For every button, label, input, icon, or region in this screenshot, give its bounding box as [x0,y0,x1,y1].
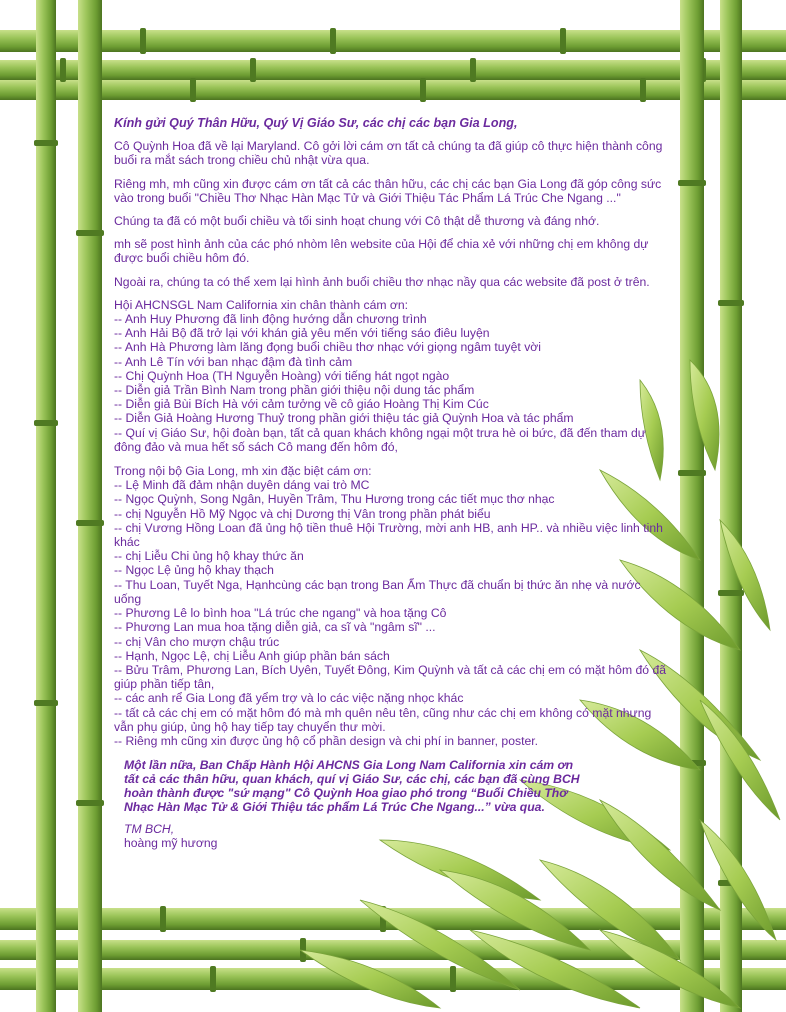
paragraph: Cô Quỳnh Hoa đã về lại Maryland. Cô gởi lời cám ơn tất cả chúng ta đã giúp cô thực hiện thành công buổi ra mắt sách trong chiều chủ nhật vừa qua. [114,139,663,168]
list-item: -- Ngọc Quỳnh, Song Ngân, Huyền Trâm, Thu Hương trong các tiết mục thơ nhạc [114,492,555,507]
list-item: -- Anh Lê Tín với ban nhạc đậm đà tình cảm [114,354,353,369]
list-item: -- Diễn Giả Hoàng Hương Thuỷ trong phần giới thiệu tác giả Quỳnh Hoa và tác phẩm [114,411,574,426]
list-item: -- Quí vị Giáo Sư, hội đoàn bạn, tất cả quan khách không ngại một trưa hè oi bức, đã đến tham dự đông đảo và mua hết số sách Cô mang đến hôm đó, [114,425,646,454]
paragraph: mh sẽ post hình ảnh của các phó nhòm lên website của Hội để chia xẻ với những chị em không dự được buổi chiều hôm đó. [114,237,649,266]
thanks-list [114,298,670,454]
letter-greeting: Kính gửi Quý Thân Hữu, Quý Vị Giáo Sư, các chị các bạn Gia Long, [114,116,518,130]
list-item: -- Ngọc Lệ ủng hộ khay thạch [114,563,274,578]
closing-paragraph: Một lần nữa, Ban Chấp Hành Hội AHCNS Gia Long Nam California xin cám ơn tất cả các thân hữu, quan khách, quí vị Giáo Sư, các chị, các bạn đã cùng BCH hoàn thành được "sứ mạng" Cô Quỳnh Hoa giao phó trong “Buổi Chiều Thơ Nhạc Hàn Mạc Tử & Giới Thiệu tác phẩm Lá Trúc Che Ngang...” vừa qua. [124,758,580,815]
thanks-intro: Hội AHCNSGL Nam California xin chân thành cám ơn: [114,297,409,312]
list-item: -- Phương Lê lo bình hoa "Lá trúc che ngang" và hoa tặng Cô [114,606,447,621]
internal-intro: Trong nội bộ Gia Long, mh xin đặc biệt cám ơn: [114,464,372,479]
list-item: -- Anh Huy Phương đã linh động hướng dẫn chương trình [114,312,427,327]
list-item: -- các anh rể Gia Long đã yểm trợ và lo các việc nặng nhọc khác [114,691,464,706]
list-item: -- Riêng mh cũng xin được ủng hộ cổ phần design và chi phí in banner, poster. [114,733,539,748]
signature-name: hoàng mỹ hương [124,836,218,851]
signature-title: TM BCH, [124,822,175,837]
list-item: -- chị Vương Hồng Loan đã ủng hộ tiền thuê Hội Trường, mời anh HB, anh HP.. và nhiều việc linh tinh khác [114,520,663,550]
list-item: -- Thu Loan, Tuyết Nga, Hạnhcùng các bạn trong Ban Ẩm Thực đã chuẩn bị thức ăn nhẹ và nước uống [114,577,641,606]
signature [124,822,670,850]
internal-thanks-list [114,464,670,748]
list-item: -- Bửu Trâm, Phương Lan, Bích Uyên, Tuyết Đông, Kim Quỳnh và tất cả các chị em có mặt hôm đó đã giúp phần tiếp tân, [114,662,667,692]
list-item: -- tất cả các chị em có mặt hôm đó mà mh quên nêu tên, cũng như các chị em không có mặt nhưng vẫn phụ giúp, ủng hộ hay tiếp tay chuyển thư mời. [114,705,652,734]
list-item: -- chị Liễu Chi ủng hộ khay thức ăn [114,549,304,564]
list-item: -- Anh Hải Bộ đã trở lại với khán giả yêu mến với tiếng sáo điêu luyện [114,326,490,341]
list-item: -- Diễn giả Bùi Bích Hà với cảm tưởng về cô giáo Hoàng Thị Kim Cúc [114,397,489,412]
list-item: -- Lệ Minh đã đảm nhận duyên dáng vai trò MC [114,478,370,493]
list-item: -- Diễn giả Trần Bình Nam trong phần giới thiệu nội dung tác phẩm [114,383,475,398]
letter-body [114,116,670,851]
list-item: -- chị Vân cho mượn chậu trúc [114,634,280,649]
list-item: -- Hạnh, Ngọc Lệ, chị Liễu Anh giúp phần bán sách [114,648,390,663]
list-item: -- Chị Quỳnh Hoa (TH Nguyễn Hoàng) với tiếng hát ngọt ngào [114,368,450,383]
horizontal-bamboo-top [0,28,786,102]
vertical-bamboo-left [34,0,104,1012]
paragraph: Ngoài ra, chúng ta có thể xem lại hình ảnh buổi chiều thơ nhạc nầy qua các website đã post ở trên. [114,274,650,289]
paragraph: Riêng mh, mh cũng xin được cám ơn tất cả các thân hữu, các chị các bạn Gia Long đã góp công sức vào trong buổi "Chiều Thơ Nhạc Hàn Mạc Tử và Giới Thiệu Tác Phẩm Lá Trúc Che Ngang ..." [114,176,662,205]
paragraph: Chúng ta đã có một buổi chiều và tối sinh hoạt chung với Cô thật dễ thương và đáng nhớ. [114,214,600,229]
list-item: -- Anh Hà Phương làm lăng đọng buổi chiều thơ nhạc với giọng ngâm tuyệt vời [114,340,541,355]
list-item: -- chị Nguyễn Hồ Mỹ Ngọc và chị Dương thị Vân trong phần phát biểu [114,506,491,521]
list-item: -- Phương Lan mua hoa tặng diễn giả, ca sĩ và "ngâm sĩ" ... [114,620,436,635]
